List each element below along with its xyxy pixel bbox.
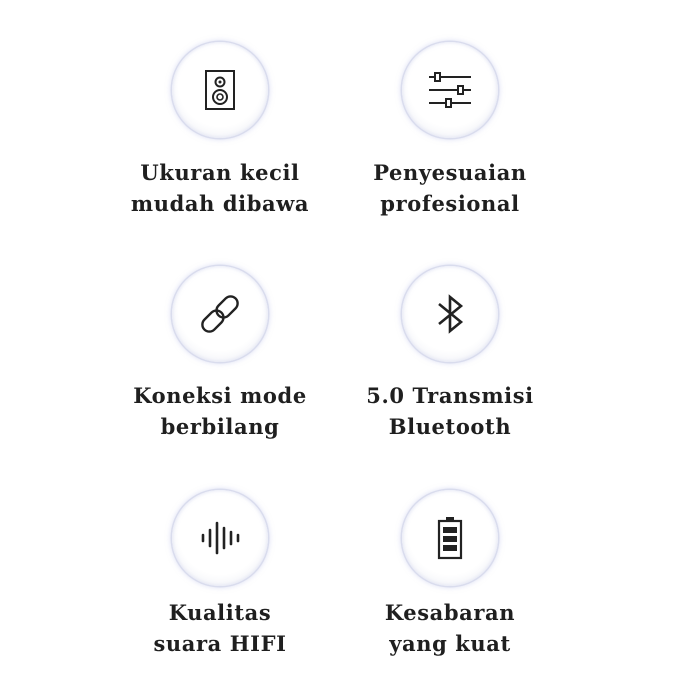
feature-label bbox=[300, 157, 600, 219]
feature-label-line2: berbilang bbox=[160, 414, 280, 439]
feature-label-line1: Ukuran kecil bbox=[140, 160, 300, 185]
link-icon bbox=[190, 284, 250, 344]
feature-label-line2: profesional bbox=[380, 191, 520, 216]
feature-professional-tuning bbox=[300, 42, 600, 222]
equalizer-sliders-icon bbox=[420, 60, 480, 120]
battery-icon bbox=[420, 508, 480, 568]
feature-label-line2: mudah dibawa bbox=[130, 191, 310, 216]
bluetooth-icon bbox=[420, 284, 480, 344]
feature-label-line2: Bluetooth bbox=[388, 414, 512, 439]
feature-label-line1: Kesabaran bbox=[384, 600, 516, 625]
icon-circle bbox=[172, 490, 268, 586]
icon-circle bbox=[402, 42, 498, 138]
speaker-icon bbox=[190, 60, 250, 120]
feature-label bbox=[300, 380, 600, 442]
icon-circle bbox=[172, 266, 268, 362]
feature-label-line1: 5.0 Transmisi bbox=[366, 383, 534, 408]
feature-label-line1: Koneksi mode bbox=[133, 383, 307, 408]
feature-label-line1: Kualitas bbox=[168, 600, 272, 625]
feature-label-line2: suara HIFI bbox=[153, 631, 287, 656]
icon-circle bbox=[402, 490, 498, 586]
feature-label bbox=[300, 597, 600, 659]
feature-label-line2: yang kuat bbox=[389, 631, 511, 656]
feature-bluetooth bbox=[300, 266, 600, 446]
icon-circle bbox=[172, 42, 268, 138]
sound-wave-icon bbox=[190, 508, 250, 568]
feature-label-line1: Penyesuaian bbox=[373, 160, 527, 185]
feature-strong-endurance bbox=[300, 490, 600, 670]
icon-circle bbox=[402, 266, 498, 362]
